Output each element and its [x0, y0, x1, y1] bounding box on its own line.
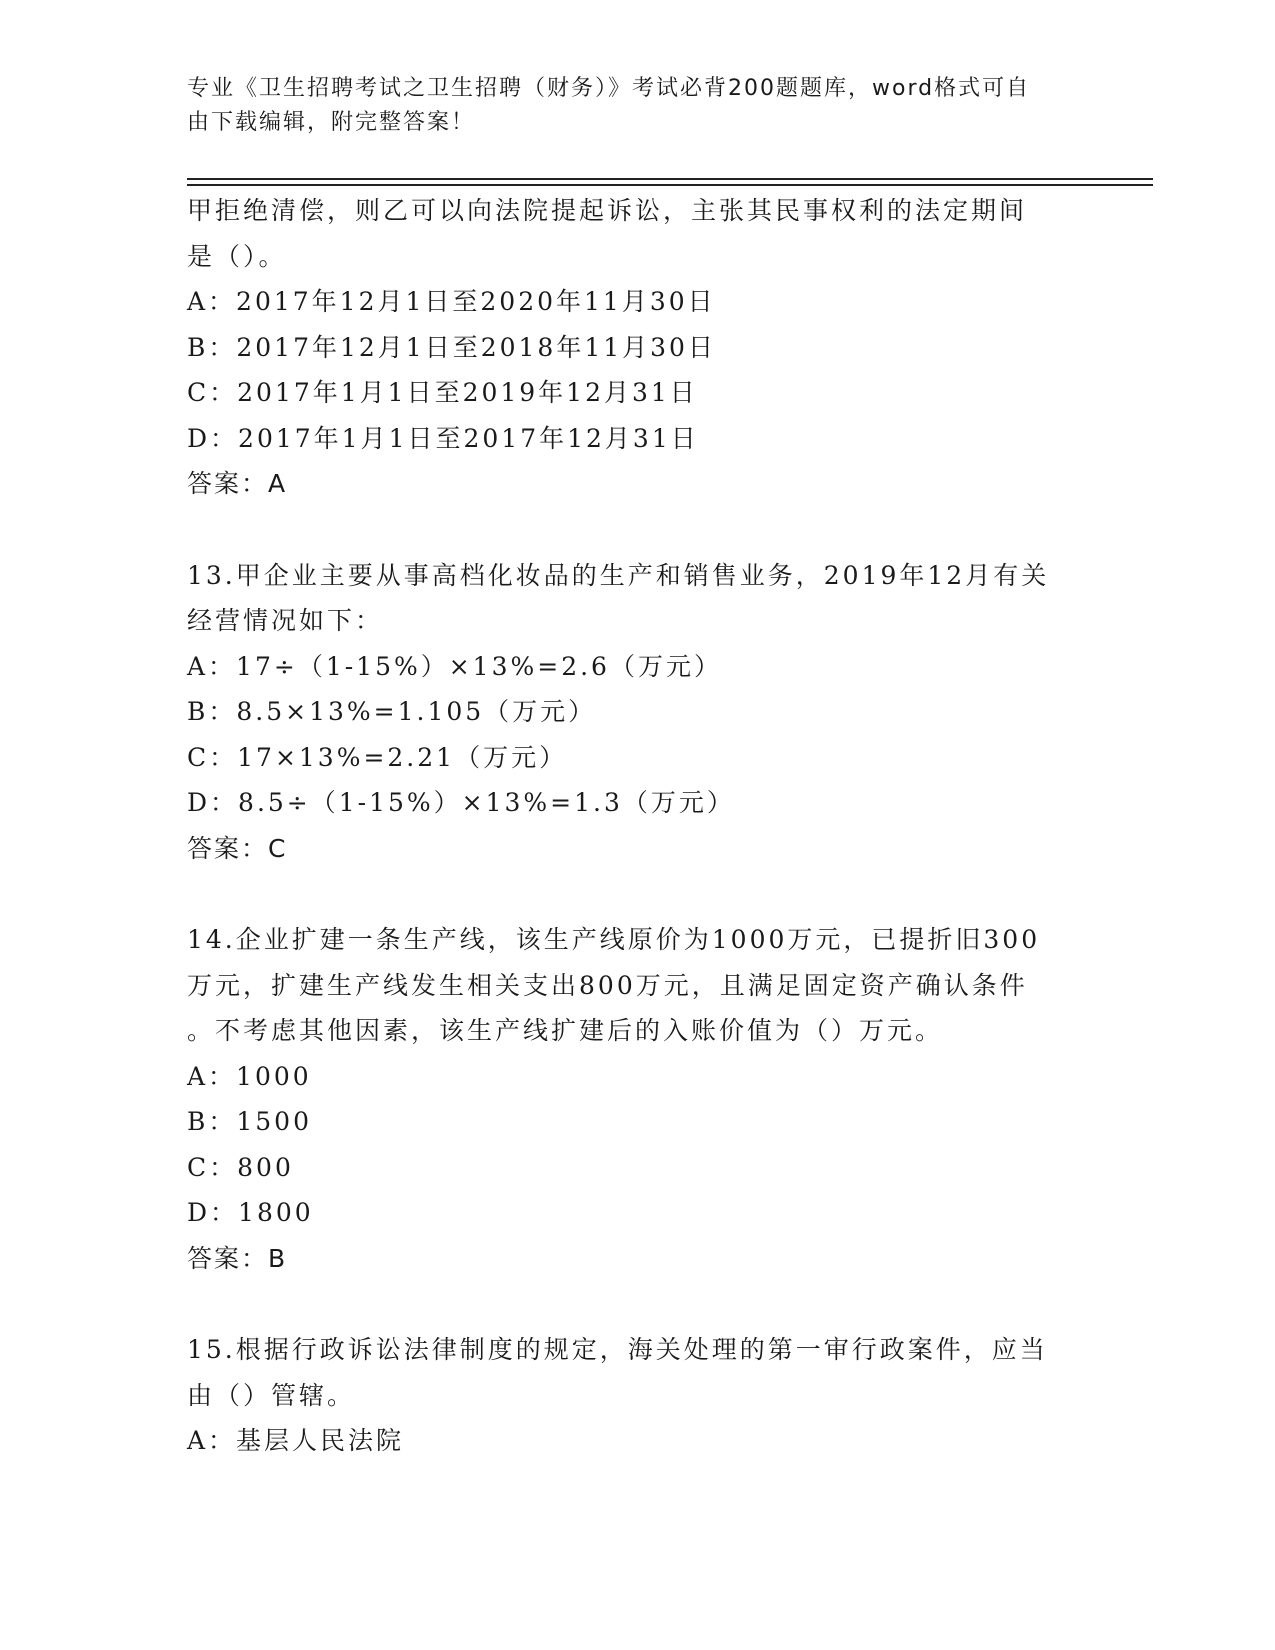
- question-stem: 14.企业扩建一条生产线，该生产线原价为1000万元，已提折旧300: [187, 925, 1041, 954]
- option-d: D：1800: [187, 1198, 314, 1227]
- question-stem: 是（）。: [187, 241, 287, 271]
- option-b: B：8.5×13%=1.105（万元）: [187, 697, 597, 726]
- question-stem: 。不考虑其他因素，该生产线扩建后的入账价值为（）万元。: [187, 1016, 944, 1045]
- header-divider-top: [187, 178, 1153, 180]
- question-15: [187, 1327, 1067, 1464]
- question-stem: 15.根据行政诉讼法律制度的规定，海关处理的第一审行政案件，应当: [187, 1335, 1048, 1364]
- option-a: A：2017年12月1日至2020年11月30日: [187, 287, 716, 316]
- option-b: B：1500: [187, 1107, 312, 1136]
- question-list: [187, 188, 1067, 1464]
- option-a: A：1000: [187, 1061, 312, 1091]
- option-c: C：2017年1月1日至2019年12月31日: [187, 378, 698, 407]
- option-b: B：2017年12月1日至2018年11月30日: [187, 332, 716, 362]
- option-d: D：8.5÷（1-15%）×13%=1.3（万元）: [187, 788, 735, 817]
- header-divider-bottom: [187, 184, 1153, 186]
- question-13: [187, 553, 1067, 872]
- option-c: C：17×13%=2.21（万元）: [187, 742, 568, 772]
- option-a: A：17÷（1-15%）×13%=2.6（万元）: [187, 651, 722, 681]
- question-14: [187, 917, 1067, 1281]
- question-12: [187, 188, 1067, 507]
- question-stem: 万元，扩建生产线发生相关支出800万元，且满足固定资产确认条件: [187, 970, 1028, 1000]
- answer: 答案：A: [187, 469, 288, 498]
- answer: 答案：B: [187, 1243, 288, 1273]
- question-stem: 甲拒绝清偿，则乙可以向法院提起诉讼，主张其民事权利的法定期间: [187, 196, 1028, 225]
- option-c: C：800: [187, 1152, 294, 1182]
- header-line-2: 由下载编辑，附完整答案！: [187, 110, 476, 135]
- option-d: D：2017年1月1日至2017年12月31日: [187, 423, 699, 453]
- option-a: A：基层人民法院: [187, 1426, 405, 1455]
- question-stem: 13.甲企业主要从事高档化妆品的生产和销售业务，2019年12月有关: [187, 560, 1050, 590]
- question-stem: 经营情况如下：: [187, 606, 384, 635]
- answer: 答案：C: [187, 833, 288, 863]
- header-line-1: 专业《卫生招聘考试之卫生招聘（财务）》考试必背200题题库，word格式可自: [187, 76, 1031, 101]
- document-header: [187, 72, 1067, 140]
- question-stem: 由（）管辖。: [187, 1380, 356, 1410]
